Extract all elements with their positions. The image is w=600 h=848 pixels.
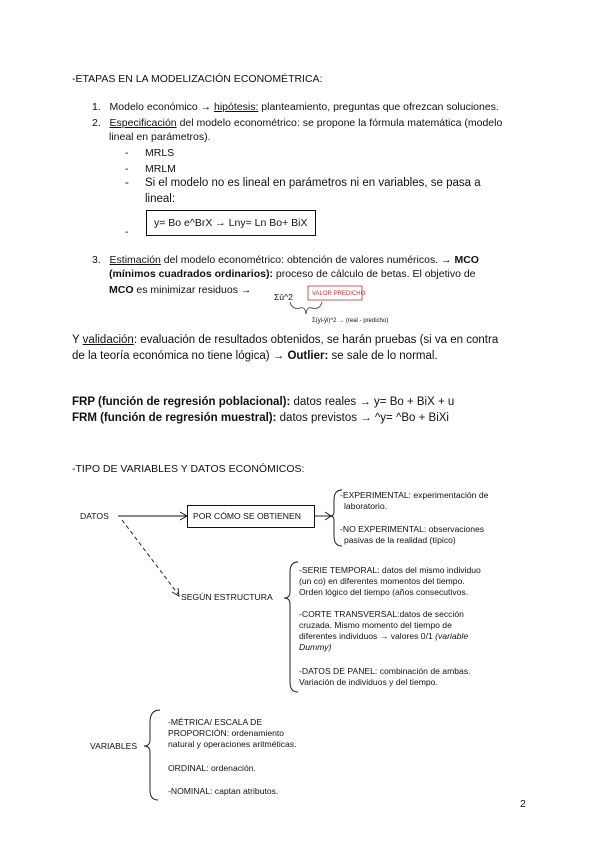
variables-label: VARIABLES [90, 741, 138, 751]
validation-word: validación [82, 334, 134, 346]
structure-bracket [284, 562, 298, 692]
item2-num: 2. [92, 117, 101, 129]
item3-t2: proceso de cálculo de betas. El objetivo de [272, 268, 476, 280]
item2-line2: lineal en parámetros). [109, 131, 211, 143]
item1-hypothesis: hipótesis: [214, 101, 259, 113]
bullet-mrls: MRLS [145, 147, 175, 159]
serie-line2: (un co) en diferentes momentos del tiempo. [299, 576, 465, 586]
frm-text: datos previstos → ^y= ^Bo + BiXi [276, 412, 449, 424]
corte-line1: -CORTE TRANSVERSAL:datos de sección [299, 609, 464, 619]
item3 [92, 254, 479, 267]
corte-variable: (variable [435, 631, 469, 641]
bullet-nonlinear-line2: lineal: [145, 193, 176, 205]
experimental-line1: -EXPERIMENTAL: experimentación de [340, 490, 489, 500]
experimental-line2: laboratorio. [344, 501, 387, 511]
bullet-dash: - [125, 177, 129, 189]
item3-line2 [109, 268, 476, 281]
metrica-line1: -MÉTRICA/ ESCALA DE [168, 717, 263, 727]
item3-t1: del modelo econométrico: obtención de valores numéricos. → [160, 254, 455, 266]
validation-pre: Y [72, 334, 83, 346]
item2-spec: Especificación [109, 117, 177, 129]
item3-num: 3. [92, 254, 101, 266]
residual-note: Σ(yi-ŷi)^2 → (real - predicho) [312, 318, 389, 324]
segun-dashed-line [122, 520, 178, 594]
segun-label: SEGÚN ESTRUCTURA [181, 592, 273, 602]
item3-t3: es minimizar residuos → [133, 284, 252, 296]
metrica-line3: natural y operaciones aritméticas. [168, 739, 297, 749]
item1 [92, 101, 499, 114]
page-number: 2 [520, 798, 526, 810]
validation-line2-text: de la teoría económica no tiene lógica) → [72, 350, 288, 362]
item1-pre: Modelo económico → [109, 101, 214, 113]
frp-text: datos reales → y= Bo + BiX + u [290, 396, 455, 408]
item3-mco-def: (mínimos cuadrados ordinarios): [109, 268, 273, 280]
item3-estimation: Estimación [109, 254, 161, 266]
serie-line3: Orden lógico del tiempo (años consecutivos. [299, 587, 469, 597]
corte-line3-text: diferentes individuos → valores 0/1 [299, 631, 436, 641]
serie-line1: -SERIE TEMPORAL: datos del mismo individuo [299, 565, 481, 575]
item1-num: 1. [92, 101, 101, 113]
residual-sum: Σû^2 [274, 292, 293, 302]
validation-line2 [72, 349, 438, 364]
bullet-mrlm: MRLM [145, 163, 176, 175]
corte-dummy: Dummy) [299, 642, 332, 652]
validation-t2: se sale de lo normal. [328, 350, 438, 362]
validation-line1 [72, 333, 498, 348]
frp-label: FRP (función de regresión poblacional): [72, 396, 291, 408]
outlier: Outlier: [287, 350, 329, 362]
section2-title: -TIPO DE VARIABLES Y DATOS ECONÓMICOS: [72, 463, 305, 475]
item3-mco-2: MCO [109, 284, 134, 296]
bullet-nonlinear: Si el modelo no es lineal en parámetros ni en variables, se pasa a [145, 177, 481, 189]
formula: y= Bo e^BrX → Lny= Ln Bo+ BiX [154, 217, 308, 229]
nominal: -NOMINAL: captan atributos. [168, 786, 279, 796]
no-experimental-line2: pasivas de la realidad (típico) [344, 535, 456, 545]
metrica-line2: PROPORCIÓN: ordenamiento [168, 728, 285, 738]
frm-label: FRM (función de regresión muestral): [72, 412, 277, 424]
corte-line3 [299, 631, 468, 642]
bullet-dash: - [125, 147, 129, 159]
red-label: VALOR PREDICHO [312, 291, 366, 297]
ordinal: ORDINAL: ordenación. [168, 763, 256, 773]
panel-line2: Variación de individuos y del tiempo. [299, 677, 438, 687]
corte-line2: cruzada. Mismo momento del tiempo de [299, 620, 452, 630]
item3-line3 [109, 284, 251, 297]
item2-post: del modelo econométrico: se propone la fórmula matemática (modelo [176, 117, 503, 129]
panel-line1: -DATOS DE PANEL: combinación de ambas. [299, 666, 471, 676]
variables-bracket [144, 710, 160, 800]
no-experimental-line1: -NO EXPERIMENTAL: observaciones [340, 524, 485, 534]
frp-line [72, 395, 454, 410]
datos-label: DATOS [80, 511, 109, 521]
item3-mco: MCO [454, 254, 479, 266]
residual-brace [290, 302, 322, 314]
segun-arrow-head [172, 588, 179, 596]
section1-title: -ETAPAS EN LA MODELIZACIÓN ECONOMÉTRICA: [72, 73, 323, 85]
item2 [92, 117, 502, 130]
bullet-dash-empty: - [125, 226, 129, 238]
item1-post: planteamiento, preguntas que ofrezcan soluciones. [258, 101, 499, 113]
por-como-label: POR CÓMO SE OBTIENEN [193, 511, 301, 521]
validation-t1: : evaluación de resultados obtenidos, se harán pruebas (si va en contra [133, 334, 499, 346]
frm-line [72, 411, 449, 426]
bullet-dash: - [125, 163, 129, 175]
